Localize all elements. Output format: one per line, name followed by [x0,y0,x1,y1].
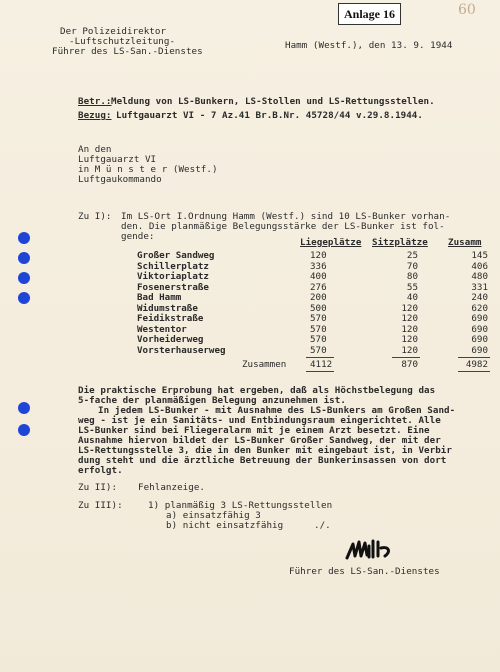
section-3-item-b-mark: ./. [314,520,331,531]
pencil-page-mark: 60 [458,2,476,18]
table-row-6-sitz: 120 [401,302,418,314]
punch-hole-1 [18,232,30,244]
betr-label: Betr.: [78,96,112,107]
bezug-label: Bezug: [78,110,112,121]
recipient-line-3: in M ü n s t e r (Westf.) [78,164,218,175]
paragraph-1-line-2: 5-fache der planmäßigen Belegung anzunehmen ist. [78,395,346,406]
section-2-text: Fehlanzeige. [138,482,205,493]
table-row-2-liege: 336 [310,260,327,272]
punch-hole-4 [18,292,30,304]
table-row-3-zus: 480 [471,271,488,282]
section-3-item-b: b) nicht einsatzfähig [166,520,284,531]
table-row-7-zus: 690 [471,313,488,324]
table-row-6-name: Widumstraße [137,302,198,314]
section-1-label: Zu I): [78,211,112,222]
section-3-item-1: 1) planmäßig 3 LS-Rettungsstellen [148,500,333,511]
signature-title: Führer des LS-San.-Dienstes [289,566,440,577]
anlage-stamp: Anlage 16 [338,3,401,25]
total-rule-sitz [392,357,420,358]
handwritten-signature [345,538,395,562]
section-1-line-2: den. Die planmäßige Belegungsstärke der LS-Bunker ist fol- [121,221,445,232]
table-row-6-liege: 500 [310,302,327,314]
total-liege: 4112 [310,359,333,370]
table-row-3-sitz: 80 [406,271,418,282]
table-row-8-zus: 690 [471,323,488,335]
paragraph-1-line-1: Die praktische Erprobung hat ergeben, daß als Höchstbelegung das [78,385,436,396]
punch-hole-6 [18,424,30,436]
paragraph-2-line-7: erfolgt. [78,465,123,476]
table-row-1-zus: 145 [471,250,488,261]
total-rule-liege [306,357,334,358]
table-row-3-name: Viktoriaplatz [137,271,209,282]
table-row-1-name: Großer Sandweg [137,250,215,261]
sender-line-3: Führer des LS-San.-Dienstes [52,46,203,57]
paragraph-2-line-4: Ausnahme hiervon bildet der LS-Bunker Großer Sandweg, der mit der [78,435,441,446]
table-row-2-name: Schillerplatz [137,260,209,272]
section-3-item-a: a) einsatzfähig 3 [166,510,261,521]
table-row-4-zus: 331 [471,281,488,293]
table-row-7-sitz: 120 [401,313,418,324]
table-row-8-name: Westentor [137,323,187,335]
place-date: Hamm (Westf.), den 13. 9. 1944 [285,40,453,51]
recipient-line-2: Luftgauarzt VI [78,154,157,165]
table-row-10-liege: 570 [310,344,327,356]
sender-line-2: -Luftschutzleitung- [69,36,176,47]
table-row-9-sitz: 120 [401,334,418,345]
total-rule-zus [458,357,490,358]
section-3-label: Zu III): [78,500,123,511]
bezug-text: Luftgauarzt VI - 7 Az.41 Br.B.Nr. 45728/44 v.29.8.1944. [116,110,423,121]
table-row-2-zus: 406 [471,260,488,272]
header-zusammen: Zusamm [448,237,482,248]
table-row-5-zus: 240 [471,292,488,303]
table-row-10-zus: 690 [471,344,488,356]
header-liegeplaetze: Liegeplätze [300,237,362,248]
section-1-line-3: gende: [121,231,155,242]
table-row-5-liege: 200 [310,292,327,303]
table-row-8-liege: 570 [310,323,327,335]
table-row-6-zus: 620 [471,302,488,314]
total-sitz: 870 [401,359,418,370]
table-row-4-sitz: 55 [406,281,418,293]
table-row-7-name: Feidikstraße [137,313,204,324]
table-row-7-liege: 570 [310,313,327,324]
punch-hole-5 [18,402,30,414]
table-row-1-liege: 120 [310,250,327,261]
recipient-line-1: An den [78,144,112,155]
table-row-9-liege: 570 [310,334,327,345]
table-row-5-name: Bad Hamm [137,292,182,303]
paragraph-2-line-5: LS-Rettungsstelle 3, die in den Bunker mit eingebaut ist, in Verbir [78,445,452,456]
sender-line-1: Der Polizeidirektor [60,26,167,37]
header-sitzplaetze: Sitzplätze [372,237,428,248]
section-1-line-1: Im LS-Ort I.Ordnung Hamm (Westf.) sind 10 LS-Bunker vorhan- [121,211,451,222]
paragraph-2-line-2: weg - ist je ein Sanitäts- und Entbindungsraum eingerichtet. Alle [78,415,441,426]
table-row-1-sitz: 25 [406,250,418,261]
table-row-2-sitz: 70 [406,260,418,272]
table-row-3-liege: 400 [310,271,327,282]
table-row-8-sitz: 120 [401,323,418,335]
table-row-9-name: Vorheiderweg [137,334,204,345]
table-row-9-zus: 690 [471,334,488,345]
paragraph-2-line-6: dung steht und die ärztliche Betreuung der Bunkerinsassen von dort [78,455,447,466]
punch-hole-3 [18,272,30,284]
total-zus: 4982 [465,359,488,370]
section-2-label: Zu II): [78,482,118,493]
total-label: Zusammen [242,359,287,370]
punch-hole-2 [18,252,30,264]
betr-text: Meldung von LS-Bunkern, LS-Stollen und LS-Rettungsstellen. [111,96,435,107]
table-row-5-sitz: 40 [406,292,418,303]
double-rule-liege [306,371,334,372]
recipient-line-4: Luftgaukommando [78,174,162,185]
table-row-4-name: Fosenerstraße [137,281,209,293]
table-row-10-sitz: 120 [401,344,418,356]
paragraph-2-line-3: LS-Bunker sind bei Fliegeralarm mit je einem Arzt besetzt. Eine [78,425,430,436]
double-rule-zus [458,371,490,372]
paragraph-2-line-1: In jedem LS-Bunker - mit Ausnahme des LS-Bunkers am Großen Sand- [98,405,456,416]
table-row-10-name: Vorsterhauserweg [137,344,226,356]
table-row-4-liege: 276 [310,281,327,293]
